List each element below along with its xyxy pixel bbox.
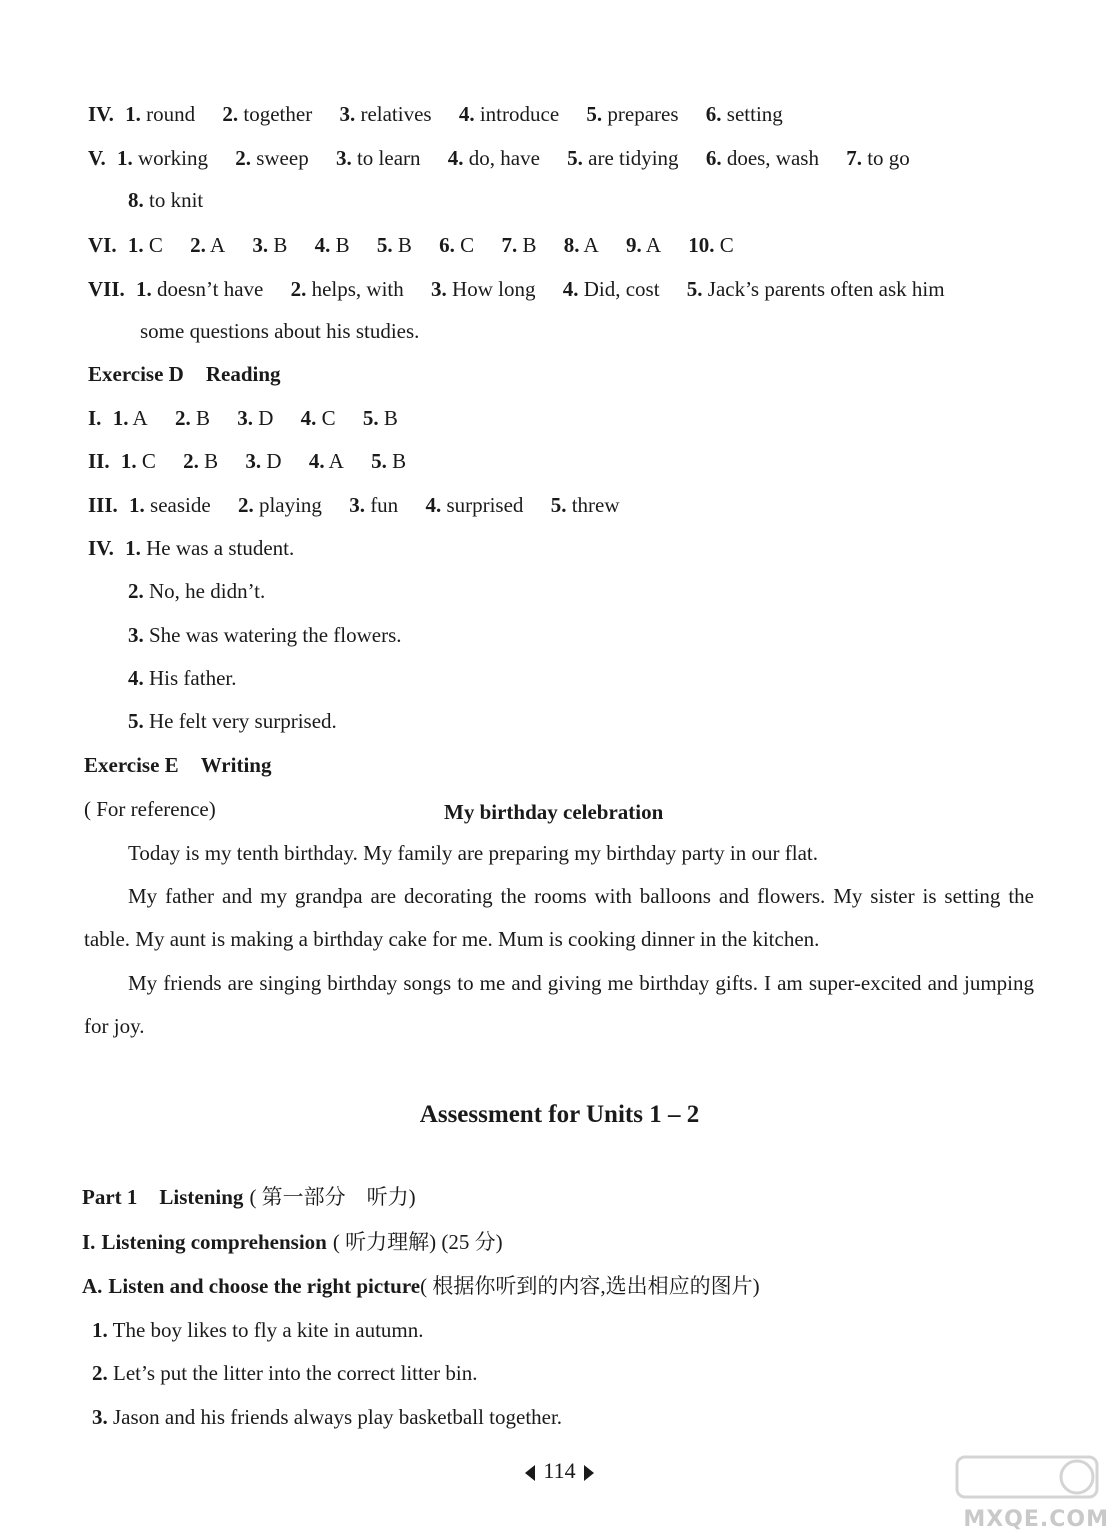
item-number: 4.: [314, 233, 331, 257]
answer: setting: [726, 102, 783, 126]
answer: threw: [571, 493, 620, 517]
item-number: 1.: [120, 449, 137, 473]
answers-vii-cont: some questions about his studies.: [140, 319, 420, 343]
section-label: II.: [88, 449, 110, 473]
answer: B: [204, 449, 219, 473]
reading-answers-iv-3: [128, 625, 402, 646]
item-number: 3.: [349, 493, 365, 517]
item-number: 4.: [562, 277, 579, 301]
essay-paragraph-2: My father and my grandpa are decorating the rooms with balloons and flowers. My sister is setting the table. My aunt is making a birthday cake for me. Mum is cooking dinner in the kitchen.: [84, 884, 1034, 951]
item-number: 1.: [112, 406, 129, 430]
essay-title: My birthday celebration: [444, 800, 664, 824]
section-name-cn: ( 听力理解) (25 分): [332, 1230, 503, 1254]
section-i-heading: [82, 1232, 503, 1253]
section-a-heading: [82, 1276, 760, 1297]
answer: Jack’s parents often ask him: [707, 277, 945, 301]
item-number: 5.: [376, 233, 393, 257]
answer: working: [137, 146, 208, 170]
exercise-d-heading: [88, 364, 281, 385]
item-number: 5.: [550, 493, 567, 517]
answer: D: [266, 449, 282, 473]
answer: prepares: [607, 102, 679, 126]
section-label: IV.: [88, 102, 114, 126]
answer: do, have: [468, 146, 540, 170]
answer: B: [195, 406, 210, 430]
answer: A: [583, 233, 599, 257]
assessment-title: Assessment for Units 1 – 2: [419, 1101, 700, 1128]
answer: He was a student.: [146, 536, 295, 560]
answer: doesn’t have: [157, 277, 264, 301]
item-number: 5.: [586, 102, 603, 126]
exercise-e-heading: [84, 755, 271, 776]
item-number: 1.: [129, 493, 145, 517]
item-number: 3.: [92, 1405, 108, 1429]
answer: together: [243, 102, 313, 126]
listening-item-3: [92, 1407, 562, 1428]
section-label: VI.: [88, 233, 117, 257]
answer: How long: [452, 277, 536, 301]
item-number: 6.: [439, 233, 455, 257]
item-number: 2.: [222, 102, 239, 126]
item-number: 1.: [116, 146, 133, 170]
section-label: IV.: [88, 536, 114, 560]
reading-answers-ii: [88, 451, 406, 472]
item-number: 3.: [335, 146, 352, 170]
item-number: 10.: [688, 233, 715, 257]
item-number: 4.: [128, 666, 144, 690]
answer: No, he didn’t.: [149, 579, 266, 603]
part-label: Part 1: [82, 1185, 138, 1209]
answer: helps, with: [311, 277, 404, 301]
item-number: 2.: [290, 277, 307, 301]
item-number: 7.: [846, 146, 862, 170]
item-number: 8.: [128, 188, 144, 212]
answers-iv-top: [88, 104, 783, 125]
item-number: 2.: [237, 493, 254, 517]
item-number: 5.: [567, 146, 583, 170]
item-number: 4.: [308, 449, 325, 473]
item-text: Jason and his friends always play basketball together.: [113, 1405, 563, 1429]
item-number: 4.: [425, 493, 442, 517]
item-number: 1.: [136, 277, 152, 301]
section-label: A.: [82, 1274, 103, 1298]
answer: B: [392, 449, 407, 473]
answer: Did, cost: [583, 277, 660, 301]
reading-answers-iii: [88, 495, 620, 516]
answers-vii: [88, 279, 945, 300]
section-name: Listening comprehension: [101, 1230, 327, 1254]
item-number: 2.: [183, 449, 199, 473]
answer: A: [328, 449, 344, 473]
heading-label: Exercise D: [88, 362, 184, 386]
answers-v-cont: [128, 190, 203, 211]
answer: are tidying: [588, 146, 679, 170]
part-name-cn: ( 第一部分 听力): [249, 1185, 416, 1209]
section-name-cn: ( 根据你听到的内容,选出相应的图片): [420, 1274, 760, 1298]
item-number: 5.: [371, 449, 387, 473]
section-label: I.: [82, 1230, 96, 1254]
answer: A: [645, 233, 661, 257]
item-number: 3.: [128, 623, 144, 647]
answer: relatives: [360, 102, 432, 126]
item-number: 2.: [190, 233, 206, 257]
answers-v: [88, 148, 910, 169]
item-number: 5.: [128, 709, 144, 733]
answer: He felt very surprised.: [149, 709, 337, 733]
item-number: 2.: [128, 579, 144, 603]
section-name: Listen and choose the right picture: [108, 1274, 421, 1298]
reference-note: ( For reference): [84, 797, 216, 821]
item-number: 1.: [92, 1318, 108, 1342]
reading-answers-iv-2: [128, 581, 265, 602]
answer: C: [141, 449, 156, 473]
item-number: 4.: [300, 406, 317, 430]
heading-name: Reading: [205, 362, 281, 386]
page-number: 114: [543, 1458, 576, 1483]
reading-answers-iv-5: [128, 711, 337, 732]
answer: B: [383, 406, 398, 430]
listening-item-1: [92, 1320, 423, 1341]
answer: to learn: [356, 146, 421, 170]
item-number: 5.: [686, 277, 703, 301]
answer: playing: [258, 493, 322, 517]
item-number: 6.: [705, 146, 722, 170]
answer: A: [132, 406, 148, 430]
item-number: 1.: [125, 102, 141, 126]
reading-answers-iv-4: [128, 668, 236, 689]
answer: C: [321, 406, 336, 430]
answer: B: [397, 233, 412, 257]
reading-answers-i: [88, 408, 398, 429]
answer: C: [719, 233, 734, 257]
item-number: 3.: [237, 406, 253, 430]
item-number: 1.: [127, 233, 144, 257]
answer: B: [335, 233, 350, 257]
item-number: 3.: [252, 233, 269, 257]
item-text: The boy likes to fly a kite in autumn.: [112, 1318, 424, 1342]
item-number: 6.: [705, 102, 722, 126]
item-number: 3.: [339, 102, 356, 126]
listening-item-2: [92, 1363, 477, 1384]
item-number: 5.: [362, 406, 379, 430]
answer: A: [209, 233, 226, 257]
item-number: 8.: [563, 233, 580, 257]
watermark-text: MXQE.COM: [963, 1507, 1109, 1532]
part1-heading: [82, 1187, 416, 1208]
answer: B: [522, 233, 537, 257]
answer: to knit: [149, 188, 204, 212]
item-number: 2.: [235, 146, 251, 170]
answer: B: [273, 233, 288, 257]
item-number: 1.: [125, 536, 141, 560]
heading-name: Writing: [200, 753, 272, 777]
answer: C: [148, 233, 163, 257]
section-label: VII.: [88, 277, 125, 301]
answer: seaside: [150, 493, 211, 517]
answer: surprised: [446, 493, 524, 517]
essay-paragraph-1: Today is my tenth birthday. My family are preparing my birthday party in our flat.: [128, 841, 818, 865]
answer: to go: [867, 146, 910, 170]
answer: does, wash: [726, 146, 819, 170]
answer: sweep: [256, 146, 309, 170]
triangle-left-icon: [525, 1465, 535, 1481]
answer: C: [460, 233, 475, 257]
essay-paragraph-3: My friends are singing birthday songs to me and giving me birthday gifts. I am super-excited and jumping for joy.: [84, 971, 1034, 1038]
section-label: III.: [88, 493, 118, 517]
section-label: I.: [88, 406, 102, 430]
answer: introduce: [479, 102, 560, 126]
section-label: V.: [88, 146, 106, 170]
reading-answers-iv-1: [88, 538, 294, 559]
item-text: Let’s put the litter into the correct litter bin.: [113, 1361, 478, 1385]
item-number: 4.: [447, 146, 464, 170]
item-number: 3.: [431, 277, 447, 301]
item-number: 3.: [245, 449, 262, 473]
item-number: 2.: [92, 1361, 108, 1385]
answer: She was watering the flowers.: [149, 623, 402, 647]
heading-label: Exercise E: [84, 753, 179, 777]
answer: D: [258, 406, 274, 430]
item-number: 4.: [458, 102, 475, 126]
answer: round: [146, 102, 196, 126]
item-number: 2.: [174, 406, 191, 430]
item-number: 9.: [625, 233, 642, 257]
answer: fun: [370, 493, 399, 517]
answers-vi: [88, 235, 734, 256]
part-name: Listening: [159, 1185, 244, 1209]
answer: His father.: [149, 666, 237, 690]
triangle-right-icon: [584, 1465, 594, 1481]
item-number: 7.: [501, 233, 518, 257]
